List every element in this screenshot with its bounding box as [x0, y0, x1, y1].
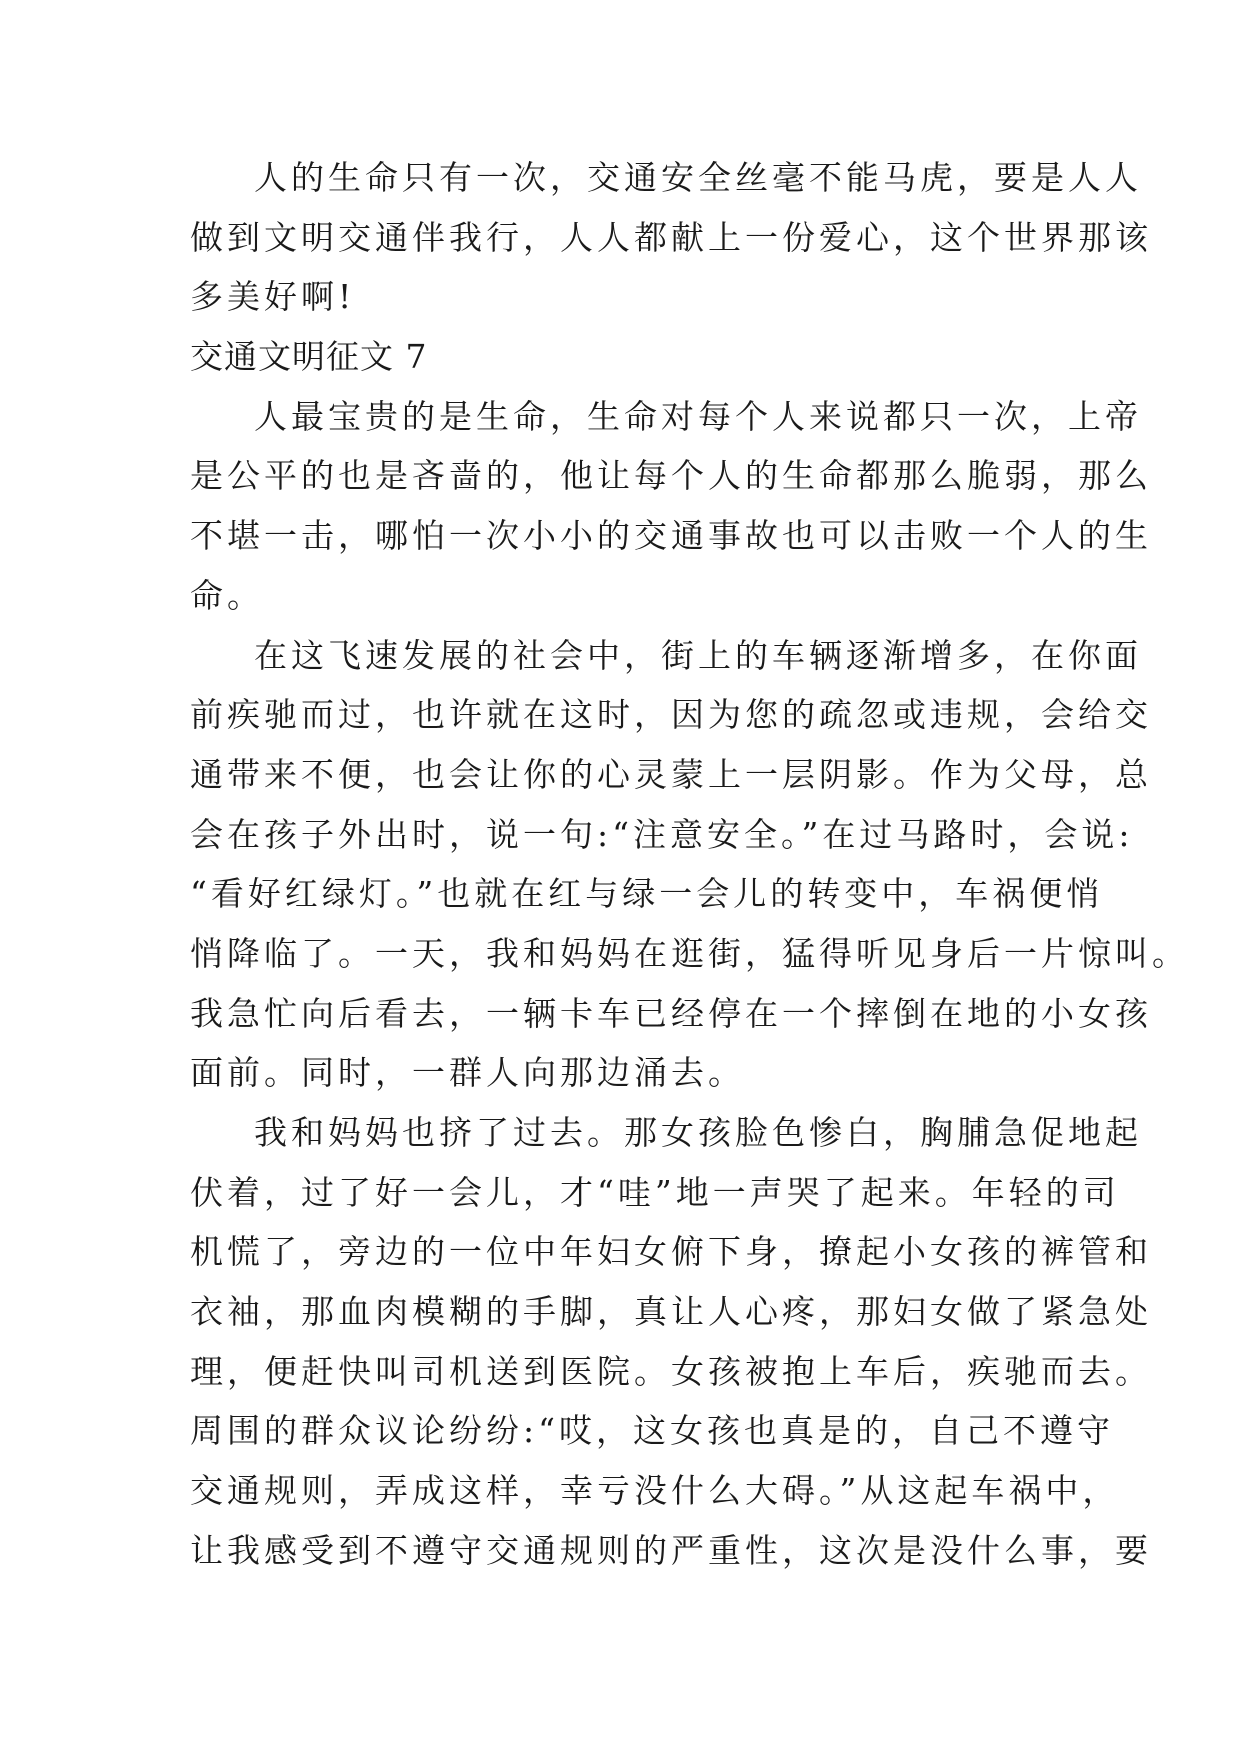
paragraph — [190, 387, 1152, 626]
text-line: 做到文明交通伴我行，人人都献上一份爱心，这个世界那该 — [190, 217, 1152, 257]
text-line: 衣袖，那血肉模糊的手脚，真让人心疼，那妇女做了紧急处 — [190, 1292, 1152, 1332]
text-line: 周围的群众议论纷纷:“哎，这女孩也真是的，自己不遵守 — [190, 1411, 1114, 1451]
text-line: 悄降临了。一天，我和妈妈在逛街，猛得听见身后一片惊叫。 — [190, 933, 1189, 973]
text-line: 前疾驰而过，也许就在这时，因为您的疏忽或违规，会给交 — [190, 695, 1152, 735]
text-line: 让我感受到不遵守交通规则的严重性，这次是没什么事，要 — [190, 1530, 1152, 1570]
text-line: 通带来不便，也会让你的心灵蒙上一层阴影。作为父母，总 — [190, 754, 1152, 794]
text-line: 我和妈妈也挤了过去。那女孩脸色惨白，胸脯急促地起 — [254, 1113, 1142, 1152]
text-line: 伏着，过了好一会儿，才“哇”地一声哭了起来。年轻的司 — [190, 1172, 1120, 1212]
document-body — [190, 148, 1189, 1581]
text-line: 多美好啊! — [190, 277, 356, 317]
text-line: 不堪一击，哪怕一次小小的交通事故也可以击败一个人的生 — [190, 516, 1152, 556]
paragraph — [190, 1103, 1152, 1581]
text-line: 交通规则，弄成这样，幸亏没什么大碍。”从这起车祸中， — [190, 1471, 1120, 1511]
paragraph — [190, 148, 1152, 327]
text-line: “看好红绿灯。”也就在红与绿一会儿的转变中，车祸便悄 — [190, 874, 1104, 914]
text-line: 会在孩子外出时，说一句:“注意安全。”在过马路时，会说: — [190, 814, 1134, 854]
text-line: 人的生命只有一次，交通安全丝毫不能马虎，要是人人 — [254, 158, 1142, 197]
text-line: 是公平的也是吝啬的，他让每个人的生命都那么脆弱，那么 — [190, 456, 1152, 496]
section-title: 交通文明征文 7 — [190, 337, 428, 377]
paragraph — [190, 626, 1189, 1104]
text-line: 理，便赶快叫司机送到医院。女孩被抱上车后，疾驰而去。 — [190, 1351, 1152, 1391]
text-line: 机慌了，旁边的一位中年妇女俯下身，撩起小女孩的裤管和 — [190, 1232, 1152, 1272]
text-line: 面前。同时，一群人向那边涌去。 — [190, 1053, 745, 1093]
text-line: 人最宝贵的是生命，生命对每个人来说都只一次，上帝 — [254, 396, 1142, 436]
text-line: 我急忙向后看去，一辆卡车已经停在一个摔倒在地的小女孩 — [190, 993, 1152, 1033]
text-line: 命。 — [190, 575, 264, 615]
text-line: 在这飞速发展的社会中，街上的车辆逐渐增多，在你面 — [254, 635, 1142, 675]
